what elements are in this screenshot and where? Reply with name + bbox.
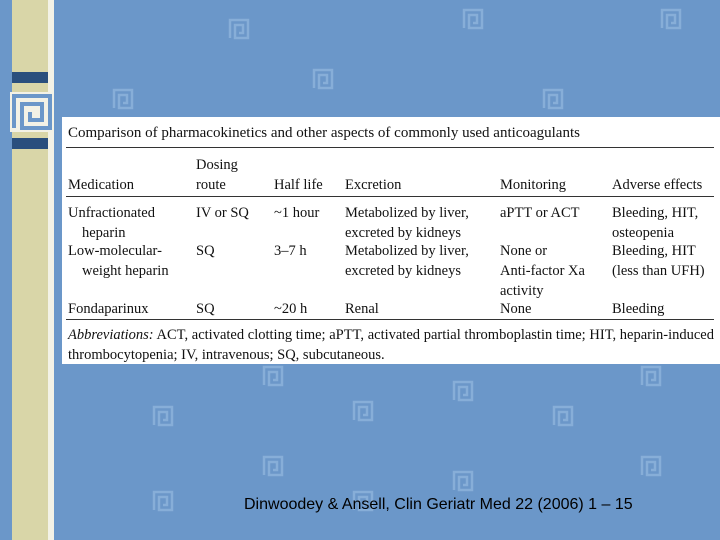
spiral-motif-icon xyxy=(552,405,574,427)
row-2-adverse: Bleeding, HIT (less than UFH) xyxy=(612,243,705,279)
spiral-motif-icon xyxy=(352,400,374,422)
spiral-logo-icon xyxy=(10,92,54,132)
row-1-monitoring: aPTT or ACT xyxy=(500,205,580,221)
spiral-motif-icon xyxy=(462,8,484,30)
row-1-adverse: Bleeding, HIT, osteopenia xyxy=(612,205,699,241)
row-1-excretion: Metabolized by liver, excreted by kidneys xyxy=(345,205,469,241)
table-rule xyxy=(66,319,714,320)
navy-stripe xyxy=(12,138,48,149)
row-2-excretion: Metabolized by liver, excreted by kidneys xyxy=(345,243,469,279)
table-caption: Comparison of pharmacokinetics and other aspects of commonly used anticoagulants xyxy=(68,125,580,141)
row-3-monitoring: None xyxy=(500,301,532,317)
row-2-half-life: 3–7 h xyxy=(274,243,307,259)
spiral-motif-icon xyxy=(152,490,174,512)
row-3-adverse: Bleeding xyxy=(612,301,665,317)
spiral-motif-icon xyxy=(228,18,250,40)
spiral-motif-icon xyxy=(452,380,474,402)
row-3-excretion: Renal xyxy=(345,301,379,317)
left-bar-edge xyxy=(48,0,54,540)
table-footnote xyxy=(68,325,714,365)
spiral-motif-icon xyxy=(262,455,284,477)
spiral-motif-icon xyxy=(312,68,334,90)
header-adverse-effects: Adverse effects xyxy=(612,177,703,193)
spiral-motif-icon xyxy=(542,88,564,110)
anticoagulant-table xyxy=(62,117,720,364)
spiral-motif-icon xyxy=(640,365,662,387)
table-rule xyxy=(66,196,714,197)
footnote-text: ACT, activated clotting time; aPTT, activated partial thromboplastin time; HIT, heparin-induced thrombocytopenia; IV, intravenous; SQ, subcutaneous. xyxy=(68,327,714,363)
header-dosing: Dosing route xyxy=(196,157,238,193)
spiral-motif-icon xyxy=(262,365,284,387)
spiral-motif-icon xyxy=(660,8,682,30)
table-rule xyxy=(66,147,714,148)
row-2-medication: Low-molecular- weight heparin xyxy=(68,243,169,279)
row-2-dosing: SQ xyxy=(196,243,215,259)
spiral-motif-icon xyxy=(640,455,662,477)
row-3-half-life: ~20 h xyxy=(274,301,308,317)
row-1-half-life: ~1 hour xyxy=(274,205,320,221)
footnote-label: Abbreviations: xyxy=(68,327,154,343)
row-1-dosing: IV or SQ xyxy=(196,205,249,221)
row-2-monitoring: None or Anti-factor Xa activity xyxy=(500,243,585,299)
spiral-motif-icon xyxy=(152,405,174,427)
row-3-medication: Fondaparinux xyxy=(68,301,149,317)
header-monitoring: Monitoring xyxy=(500,177,567,193)
citation: Dinwoodey & Ansell, Clin Geriatr Med 22 (2006) 1 – 15 xyxy=(244,496,633,513)
navy-stripe xyxy=(12,72,48,83)
header-medication: Medication xyxy=(68,177,135,193)
header-excretion: Excretion xyxy=(345,177,402,193)
header-half-life: Half life xyxy=(274,177,323,193)
spiral-motif-icon xyxy=(452,470,474,492)
row-1-medication: Unfractionated heparin xyxy=(68,205,155,241)
spiral-motif-icon xyxy=(112,88,134,110)
row-3-dosing: SQ xyxy=(196,301,215,317)
